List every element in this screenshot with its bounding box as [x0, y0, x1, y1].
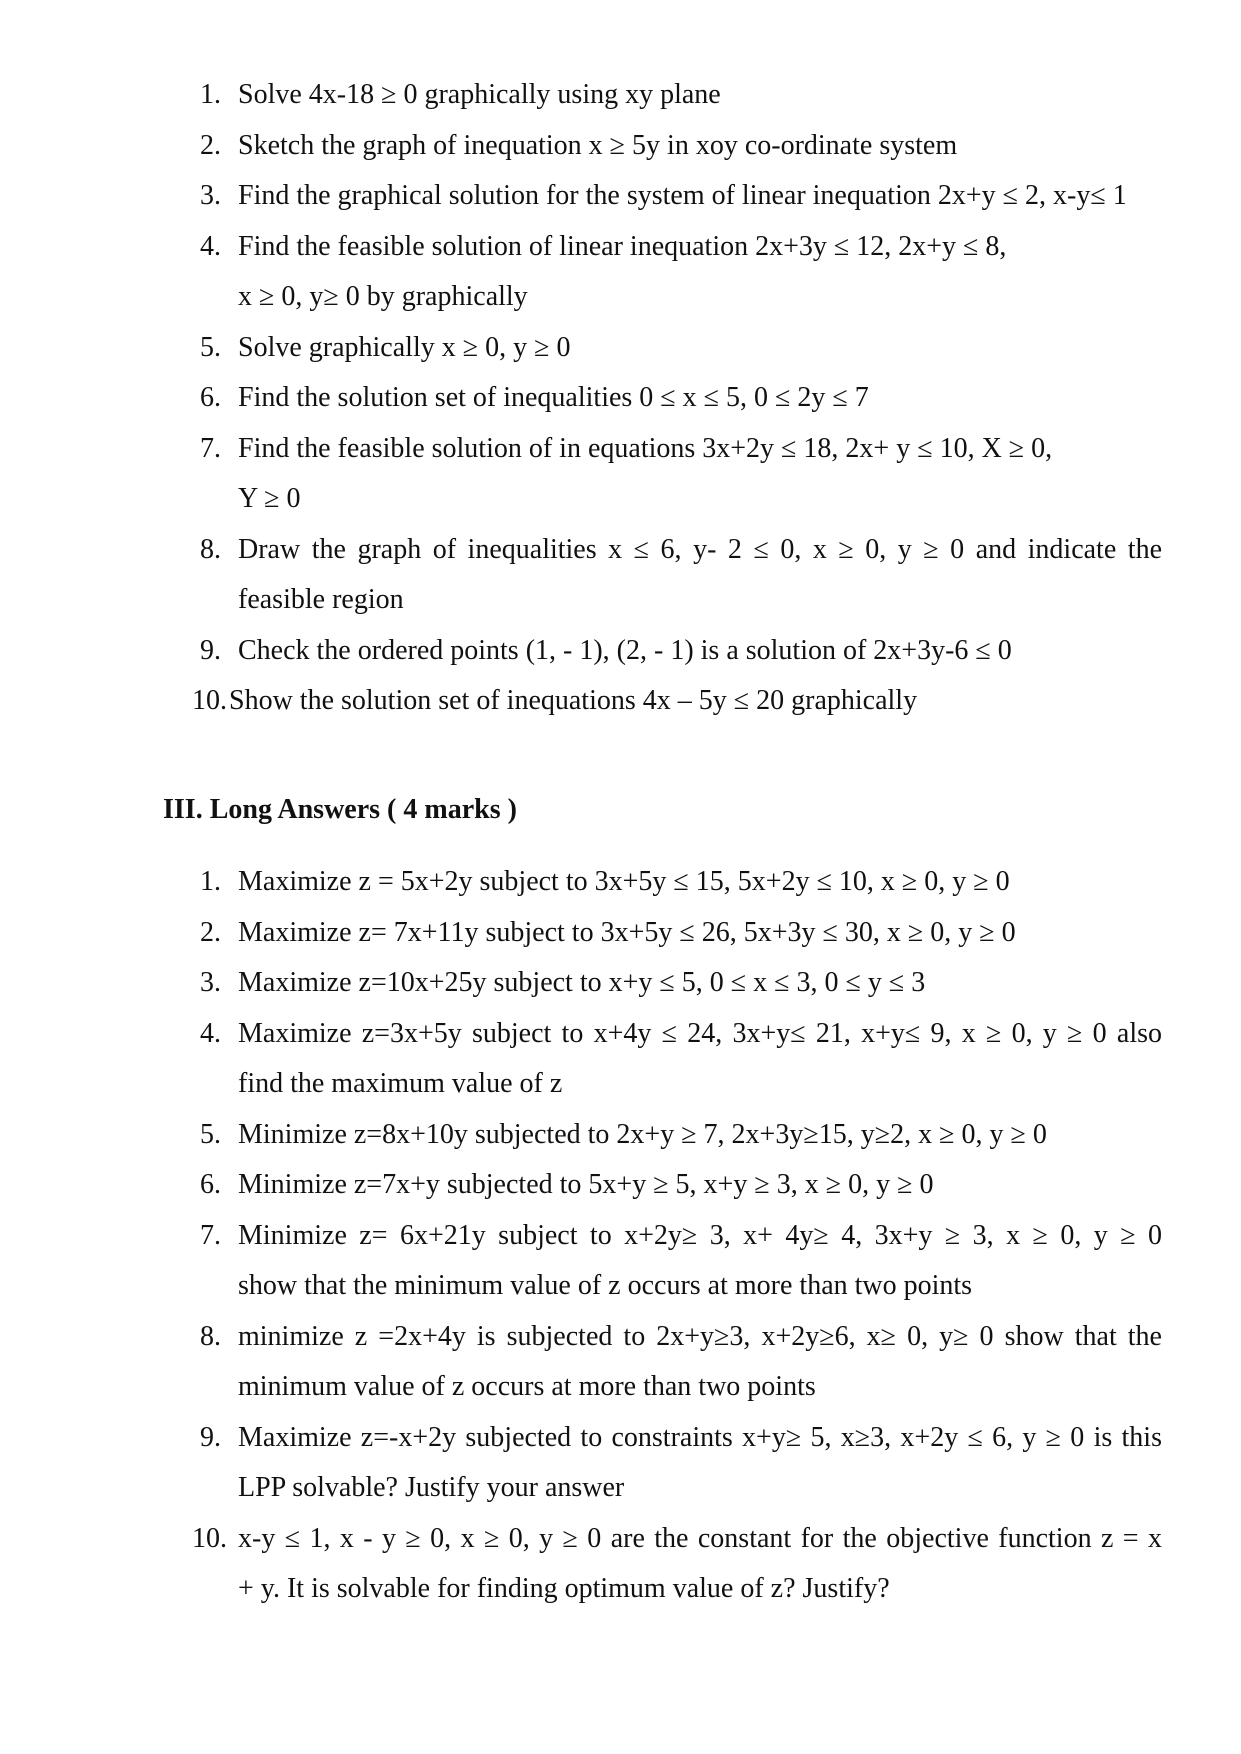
- list-item: [0, 626, 1241, 677]
- list-item: [0, 121, 1241, 172]
- item-line: Minimize z= 6x+21y subject to x+2y≥ 3, x+ 4y≥ 4, 3x+y ≥ 3, x ≥ 0, y ≥ 0: [238, 1219, 1162, 1251]
- item-line: find the maximum value of z: [238, 1068, 563, 1099]
- item-text: [238, 1211, 1162, 1312]
- list-item: [0, 857, 1241, 908]
- list-item: [0, 1413, 1241, 1514]
- item-line: Find the feasible solution of linear inequation 2x+3y ≤ 12, 2x+y ≤ 8,: [238, 230, 1007, 262]
- item-line: x-y ≤ 1, x - y ≥ 0, x ≥ 0, y ≥ 0 are the constant for the objective function z = x: [238, 1522, 1162, 1554]
- item-number: 3.: [200, 180, 221, 211]
- list-item: [0, 1009, 1241, 1110]
- item-number: 5.: [200, 331, 221, 363]
- item-number: 8.: [200, 1320, 221, 1352]
- item-text: [238, 171, 1162, 222]
- item-line: Minimize z=8x+10y subjected to 2x+y ≥ 7, 2x+3y≥15, y≥2, x ≥ 0, y ≥ 0: [238, 1118, 1047, 1150]
- list-item: [0, 1514, 1241, 1615]
- short-answers-list: [0, 70, 1241, 727]
- item-number: 4.: [200, 1017, 221, 1049]
- list-item: [0, 1211, 1241, 1312]
- list-item: [0, 222, 1241, 323]
- item-number: 3.: [200, 967, 221, 998]
- list-item: [0, 1160, 1241, 1211]
- section-heading: III. Long Answers ( 4 marks ): [163, 794, 517, 825]
- list-item: [0, 70, 1241, 121]
- item-text: [238, 323, 1162, 374]
- item-line: Sketch the graph of inequation x ≥ 5y in xoy co-ordinate system: [238, 129, 958, 161]
- list-item: [0, 958, 1241, 1009]
- list-item: [0, 525, 1241, 626]
- item-number: 6.: [200, 382, 221, 413]
- list-item: [0, 424, 1241, 525]
- item-line: Solve graphically x ≥ 0, y ≥ 0: [238, 331, 571, 363]
- item-number: 9.: [200, 634, 221, 666]
- item-line: Y ≥ 0: [238, 483, 301, 514]
- list-item: [0, 171, 1241, 222]
- long-answers-list: [0, 857, 1241, 1615]
- item-text: [238, 222, 1162, 323]
- item-line: + y. It is solvable for finding optimum value of z? Justify?: [238, 1573, 890, 1604]
- item-line: Find the feasible solution of in equations 3x+2y ≤ 18, 2x+ y ≤ 10, X ≥ 0,: [238, 432, 1053, 464]
- item-number: 7.: [200, 432, 221, 464]
- item-number: 10.: [192, 1522, 227, 1554]
- item-text: [238, 70, 1162, 121]
- item-line: show that the minimum value of z occurs at more than two points: [238, 1270, 973, 1301]
- item-text: [238, 1110, 1162, 1161]
- list-item: [0, 1312, 1241, 1413]
- item-text: [238, 1160, 1162, 1211]
- list-item: [0, 1110, 1241, 1161]
- list-item: [0, 676, 1241, 727]
- item-text: [238, 1312, 1162, 1413]
- item-text: [238, 626, 1162, 677]
- item-line: minimize z =2x+4y is subjected to 2x+y≥3, x+2y≥6, x≥ 0, y≥ 0 show that the: [238, 1320, 1162, 1352]
- item-line: Maximize z=-x+2y subjected to constraints x+y≥ 5, x≥3, x+2y ≤ 6, y ≥ 0 is this: [238, 1421, 1162, 1453]
- item-line: x ≥ 0, y≥ 0 by graphically: [238, 281, 528, 312]
- item-line: Find the graphical solution for the system of linear inequation 2x+y ≤ 2, x-y≤ 1: [238, 180, 1127, 211]
- item-text: [238, 373, 1162, 424]
- item-text: [238, 525, 1162, 626]
- item-number: 4.: [200, 230, 221, 262]
- item-line: Draw the graph of inequalities x ≤ 6, y- 2 ≤ 0, x ≥ 0, y ≥ 0 and indicate the: [238, 533, 1162, 565]
- item-number: 8.: [200, 533, 221, 565]
- item-number: 7.: [200, 1219, 221, 1251]
- item-number: 9.: [200, 1421, 221, 1453]
- item-line: Maximize z=3x+5y subject to x+4y ≤ 24, 3x+y≤ 21, x+y≤ 9, x ≥ 0, y ≥ 0 also: [238, 1017, 1162, 1049]
- list-item: [0, 323, 1241, 374]
- item-line: LPP solvable? Justify your answer: [238, 1472, 625, 1503]
- item-text: [238, 121, 1162, 172]
- item-text: [238, 908, 1162, 959]
- list-item: [0, 908, 1241, 959]
- item-number: 6.: [200, 1169, 221, 1200]
- item-text: [238, 424, 1162, 525]
- item-text: [229, 676, 1153, 727]
- item-line: Maximize z=10x+25y subject to x+y ≤ 5, 0 ≤ x ≤ 3, 0 ≤ y ≤ 3: [238, 967, 926, 998]
- item-line: Check the ordered points (1, - 1), (2, - 1) is a solution of 2x+3y-6 ≤ 0: [238, 634, 1012, 666]
- item-number: 5.: [200, 1118, 221, 1150]
- item-line: Maximize z= 7x+11y subject to 3x+5y ≤ 26, 5x+3y ≤ 30, x ≥ 0, y ≥ 0: [238, 916, 1016, 948]
- list-item: [0, 373, 1241, 424]
- item-text: [238, 857, 1162, 908]
- item-number: 2.: [200, 916, 221, 948]
- item-text: [238, 1009, 1162, 1110]
- item-line: minimum value of z occurs at more than two points: [238, 1371, 816, 1402]
- item-line: Find the solution set of inequalities 0 ≤ x ≤ 5, 0 ≤ 2y ≤ 7: [238, 382, 869, 413]
- item-number: 1.: [200, 866, 221, 897]
- item-number: 10.: [192, 685, 227, 716]
- item-line: Maximize z = 5x+2y subject to 3x+5y ≤ 15, 5x+2y ≤ 10, x ≥ 0, y ≥ 0: [238, 866, 1010, 897]
- item-text: [238, 1514, 1162, 1615]
- item-number: 2.: [200, 129, 221, 161]
- item-line: feasible region: [238, 584, 404, 615]
- item-text: [238, 1413, 1162, 1514]
- item-number: 1.: [200, 79, 221, 110]
- item-text: [238, 958, 1162, 1009]
- item-line: Solve 4x-18 ≥ 0 graphically using xy plane: [238, 79, 721, 110]
- item-line: Show the solution set of inequations 4x – 5y ≤ 20 graphically: [229, 685, 918, 716]
- item-line: Minimize z=7x+y subjected to 5x+y ≥ 5, x+y ≥ 3, x ≥ 0, y ≥ 0: [238, 1169, 934, 1200]
